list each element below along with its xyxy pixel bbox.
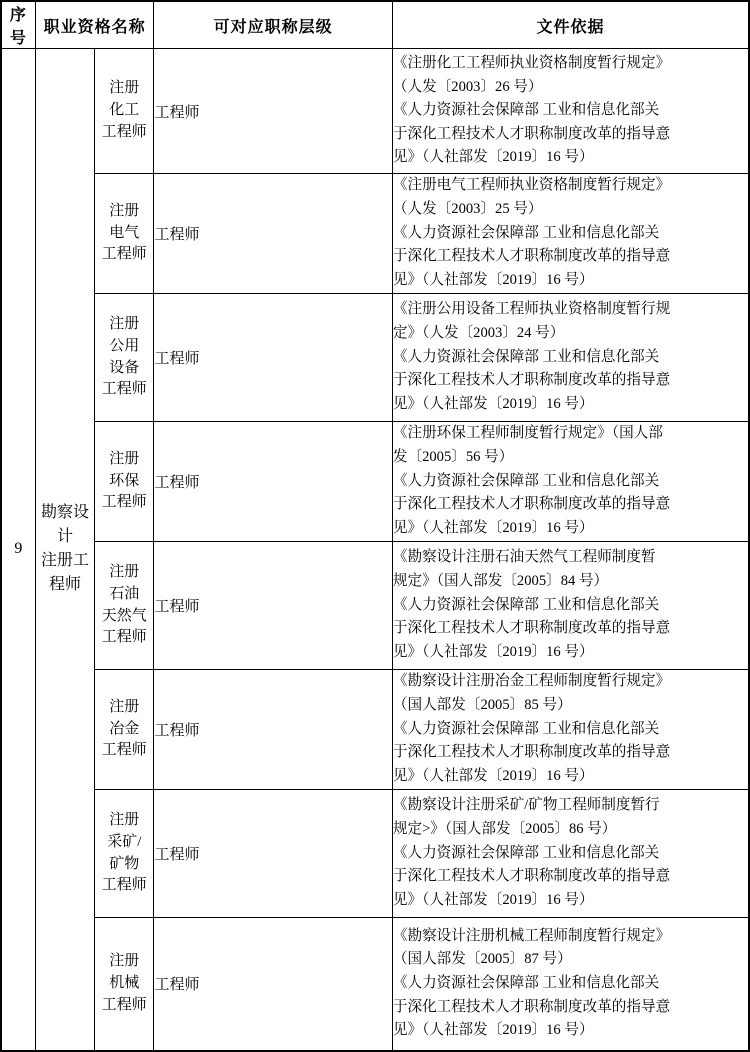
document-basis-line: 《勘察设计注册机械工程师制度暂行规定》 — [392, 927, 671, 944]
document-basis-line: 发〔2005〕56 号） — [392, 449, 514, 466]
document-basis-line: （国人部发〔2005〕85 号） — [392, 697, 572, 714]
document-basis-line: 《人力资源社会保障部 工业和信息化部关 — [392, 102, 660, 119]
document-basis-line: （人发〔2003〕25 号） — [392, 201, 543, 218]
table-body — [1, 49, 749, 1051]
qualification-name — [95, 918, 154, 1051]
group-name-line: 勘察设计 — [40, 504, 89, 546]
qualification-name — [95, 294, 154, 422]
qualification-name-line: 工程师 — [101, 246, 147, 263]
document-basis-line: 定》（人发〔2003〕24 号） — [392, 325, 565, 342]
document-basis-line: 《人力资源社会保障部 工业和信息化部关 — [392, 348, 660, 365]
document-basis-line: （国人部发〔2005〕87 号） — [392, 951, 572, 968]
qualification-name-line: 注册 — [109, 202, 140, 219]
document-basis-line: 见》（人社部发〔2019〕16 号） — [392, 395, 594, 412]
document-basis-line: 于深化工程技术人才职称制度改革的指导意 — [392, 868, 671, 885]
document-basis-line: 《注册公用设备工程师执业资格制度暂行规 — [392, 301, 671, 318]
qualification-name-line: 注册 — [109, 80, 140, 97]
group-name-line: 注册工程师 — [40, 552, 89, 594]
title-level: 工程师 — [154, 174, 392, 294]
qualification-name-line: 注册 — [109, 564, 140, 580]
table-row — [1, 422, 749, 542]
qualification-name-line: 冶金 — [109, 720, 140, 737]
qualification-name-line: 注册 — [109, 953, 140, 970]
qualification-name-line: 工程师 — [101, 123, 147, 140]
document-basis-line: 见》（人社部发〔2019〕16 号） — [392, 891, 594, 908]
qualification-name-line: 注册 — [109, 316, 140, 332]
qualification-name-line: 矿物 — [109, 855, 140, 872]
table-row — [1, 670, 749, 790]
document-basis — [392, 790, 749, 918]
qualification-group-name — [35, 49, 94, 1051]
table-row — [1, 542, 749, 670]
qualification-name-line: 注册 — [109, 450, 140, 467]
document-basis-line: 于深化工程技术人才职称制度改革的指导意 — [392, 125, 671, 142]
column-header-title-level: 可对应职称层级 — [154, 1, 392, 49]
document-basis-line: 《勘察设计注册石油天然气工程师制度暂 — [392, 549, 656, 566]
document-basis — [392, 542, 749, 670]
document-basis-line: 《注册环保工程师制度暂行规定》（国人部 — [392, 425, 663, 442]
document-basis-line: 《注册电气工程师执业资格制度暂行规定》 — [392, 177, 671, 194]
document-basis-line: 《人力资源社会保障部 工业和信息化部关 — [392, 596, 660, 613]
qualification-name-line: 化工 — [109, 102, 140, 119]
qualification-name-line: 天然气 — [101, 607, 147, 624]
qualification-name — [95, 174, 154, 294]
document-basis-line: 《人力资源社会保障部 工业和信息化部关 — [392, 472, 660, 489]
document-basis-line: 于深化工程技术人才职称制度改革的指导意 — [392, 496, 671, 513]
document-basis-line: 《勘察设计注册采矿/矿物工程师制度暂行 — [392, 797, 660, 814]
document-basis-line: 见》（人社部发〔2019〕16 号） — [392, 271, 594, 288]
document-basis-line: 《人力资源社会保障部 工业和信息化部关 — [392, 224, 660, 241]
document-basis — [392, 294, 749, 422]
qualification-name — [95, 422, 154, 542]
qualification-name-line: 电气 — [109, 224, 140, 241]
qualification-name-line: 机械 — [109, 974, 140, 991]
document-basis-line: 于深化工程技术人才职称制度改革的指导意 — [392, 620, 671, 637]
document-basis — [392, 49, 749, 174]
document-basis-line: 规定>》（国人部发〔2005〕86 号） — [392, 821, 617, 838]
document-basis-line: 《人力资源社会保障部 工业和信息化部关 — [392, 720, 660, 737]
table-header — [1, 1, 749, 49]
qualification-name-line: 环保 — [109, 472, 140, 489]
document-basis-line: 于深化工程技术人才职称制度改革的指导意 — [392, 248, 671, 265]
table-header-row — [1, 1, 749, 49]
title-level: 工程师 — [154, 294, 392, 422]
table-row — [1, 790, 749, 918]
qualification-name-line: 工程师 — [101, 877, 147, 894]
qualification-name-line: 石油 — [109, 585, 140, 602]
qualification-name-line: 工程师 — [101, 381, 147, 398]
qualification-name-line: 注册 — [109, 698, 140, 715]
column-header-seq: 序号 — [1, 1, 35, 49]
document-basis-line: 于深化工程技术人才职称制度改革的指导意 — [392, 372, 671, 389]
table-row — [1, 294, 749, 422]
qualification-name-line: 注册 — [109, 812, 140, 828]
document-basis-line: 《勘察设计注册冶金工程师制度暂行规定》 — [392, 673, 671, 690]
document-basis-line: 见》（人社部发〔2019〕16 号） — [392, 767, 594, 784]
qualification-name — [95, 670, 154, 790]
title-level: 工程师 — [154, 422, 392, 542]
title-level: 工程师 — [154, 49, 392, 174]
qualification-name-line: 采矿/ — [107, 833, 142, 850]
column-header-document-basis: 文件依据 — [392, 1, 749, 49]
document-basis-line: 于深化工程技术人才职称制度改革的指导意 — [392, 998, 671, 1015]
qualification-name — [95, 542, 154, 670]
document-basis-line: 于深化工程技术人才职称制度改革的指导意 — [392, 744, 671, 761]
document-basis-line: 见》（人社部发〔2019〕16 号） — [392, 149, 594, 166]
qualification-name-line: 公用 — [109, 337, 140, 354]
qualification-name-line: 工程师 — [101, 996, 147, 1013]
qualification-name — [95, 49, 154, 174]
document-basis — [392, 670, 749, 790]
column-header-qualification-name: 职业资格名称 — [35, 1, 154, 49]
document-basis — [392, 174, 749, 294]
row-sequence-number: 9 — [1, 49, 35, 1051]
table-row — [1, 918, 749, 1051]
document-basis-line: 《人力资源社会保障部 工业和信息化部关 — [392, 974, 660, 991]
qualification-name-line: 设备 — [109, 359, 140, 376]
document-basis-line: 《注册化工工程师执业资格制度暂行规定》 — [392, 54, 671, 71]
qualification-name-line: 工程师 — [101, 494, 147, 511]
document-basis-line: 见》（人社部发〔2019〕16 号） — [392, 519, 594, 536]
document-basis-line: 见》（人社部发〔2019〕16 号） — [392, 1022, 594, 1039]
document-basis-line: 规定》（国人部发〔2005〕84 号） — [392, 573, 609, 590]
document-basis-line: 见》（人社部发〔2019〕16 号） — [392, 643, 594, 660]
table-row — [1, 174, 749, 294]
title-level: 工程师 — [154, 790, 392, 918]
document-basis — [392, 422, 749, 542]
document-basis-line: 《人力资源社会保障部 工业和信息化部关 — [392, 844, 660, 861]
document-basis-line: （人发〔2003〕26 号） — [392, 78, 543, 95]
table-row — [1, 49, 749, 174]
title-level: 工程师 — [154, 542, 392, 670]
qualification-name-line: 工程师 — [101, 742, 147, 759]
qualification-name-line: 工程师 — [101, 629, 147, 646]
document-basis — [392, 918, 749, 1051]
title-level: 工程师 — [154, 918, 392, 1051]
qualification-name — [95, 790, 154, 918]
title-level: 工程师 — [154, 670, 392, 790]
